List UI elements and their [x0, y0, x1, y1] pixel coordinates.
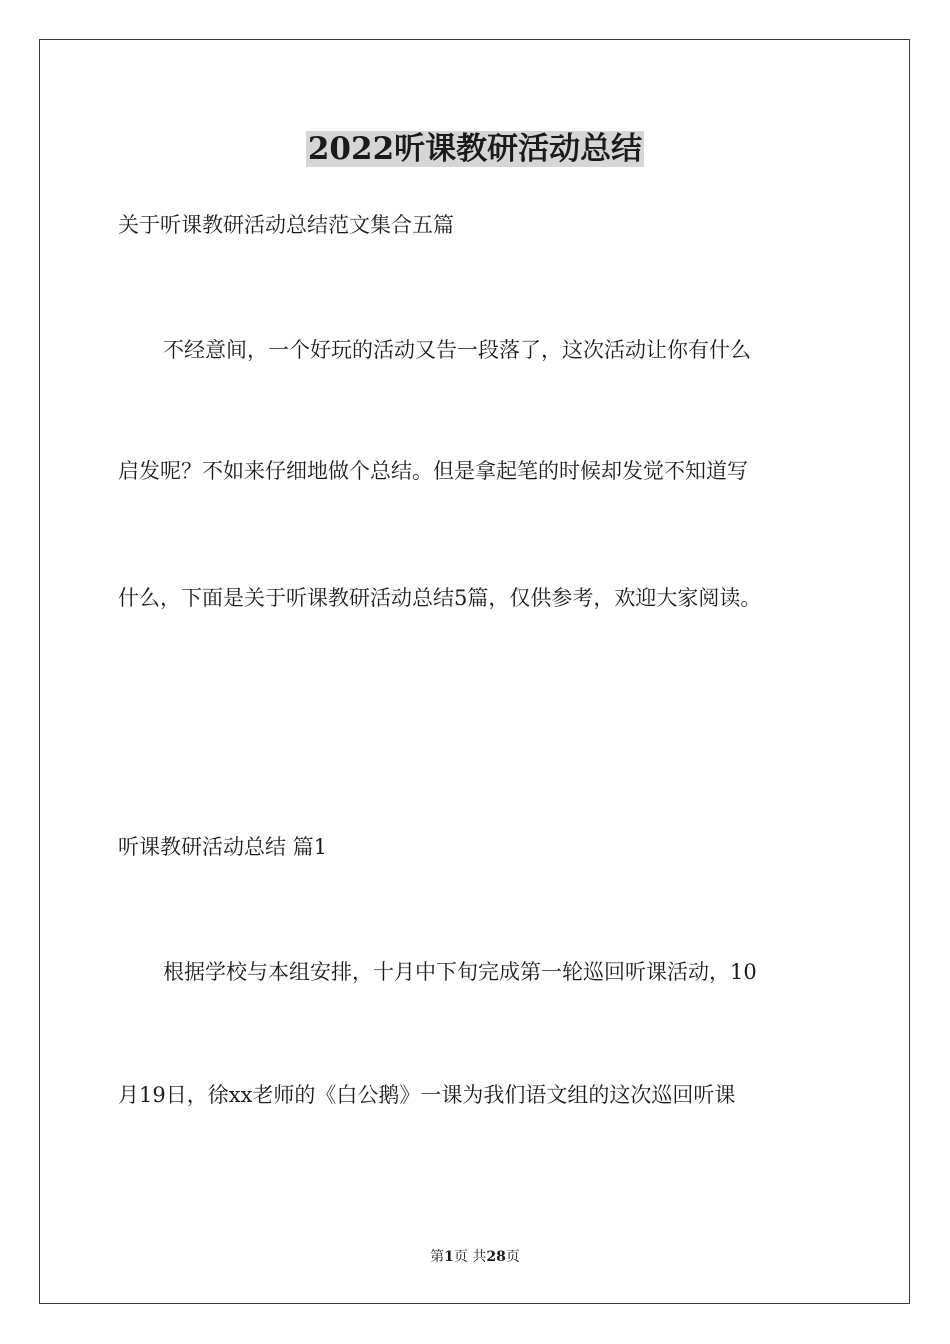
section-heading: 听课教研活动总结 篇1 [118, 835, 328, 859]
footer-suffix: 页 [505, 1249, 520, 1265]
intro-line-3: 什么，下面是关于听课教研活动总结5篇，仅供参考，欢迎大家阅读。 [118, 586, 762, 610]
footer-prefix: 第 [430, 1249, 445, 1265]
page-footer [0, 1247, 950, 1267]
document-subtitle: 关于听课教研活动总结范文集合五篇 [118, 213, 454, 237]
footer-total-pages: 28 [486, 1249, 506, 1265]
footer-page-number: 1 [444, 1249, 454, 1265]
section-line-2: 月19日，徐xx老师的《白公鹅》一课为我们语文组的这次巡回听课 [118, 1083, 736, 1107]
section-line-1: 根据学校与本组安排，十月中下旬完成第一轮巡回听课活动，10 [163, 960, 757, 984]
intro-line-2: 启发呢？不如来仔细地做个总结。但是拿起笔的时候却发觉不知道写 [118, 459, 748, 483]
footer-middle: 页 共 [453, 1249, 487, 1265]
intro-line-1: 不经意间，一个好玩的活动又告一段落了，这次活动让你有什么 [163, 338, 751, 362]
document-title-text: 2022听课教研活动总结 [307, 131, 643, 167]
document-title [0, 128, 950, 170]
